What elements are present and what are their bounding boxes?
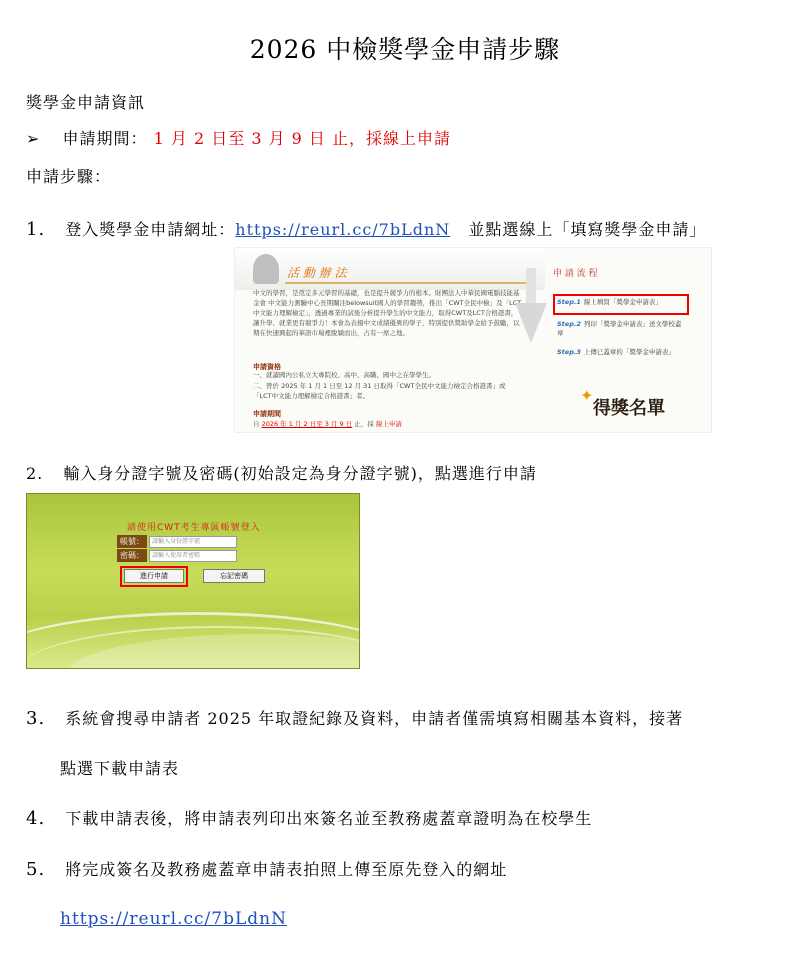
step-text: 系統會搜尋申請者 2025 年取證紀錄及資料，申請者僅需填寫相關基本資料，接著 bbox=[65, 709, 684, 728]
step-text: 輸入身分證字號及密碼(初始設定為身分證字號)，點選進行申請 bbox=[63, 464, 537, 483]
account-input[interactable]: 請輸入身份證字號 bbox=[149, 536, 237, 548]
step-text: 將完成簽名及教務處蓋章申請表拍照上傳至原先登入的網址 bbox=[65, 860, 508, 879]
section-title: 活 動 辦 法 bbox=[287, 266, 347, 280]
qualification-1: 一、就讀國內公私立大專院校、高中、高職、國中之在學學生。 bbox=[253, 371, 435, 379]
qualification-2: 二、曾於 2025 年 1 月 1 日至 12 月 31 日取得「CWT全民中文能力檢定合格證書」或「LCT中文能力理解檢定合格證書」者。 bbox=[253, 382, 506, 400]
info-heading: 獎學金申請資訊 bbox=[26, 93, 146, 112]
title-underline bbox=[285, 282, 535, 284]
period-mid: 止，採 bbox=[354, 420, 374, 428]
step-5 bbox=[26, 857, 507, 880]
step-tag: Step.1 bbox=[557, 298, 581, 306]
arrow-shaft bbox=[526, 268, 536, 308]
period-dates: 2026 年 1 月 2 日至 3 月 9 日 bbox=[261, 420, 353, 428]
step-number: 2. bbox=[26, 464, 44, 483]
step-tag: Step.3 bbox=[557, 348, 581, 356]
submit-button[interactable]: 進行申請 bbox=[124, 569, 184, 583]
step-1 bbox=[26, 217, 706, 240]
award-list-title: 得獎名單 bbox=[593, 398, 665, 419]
process-step-3 bbox=[557, 348, 687, 357]
forgot-password-button[interactable]: 忘記密碼 bbox=[203, 569, 265, 583]
account-label: 帳號： bbox=[117, 535, 147, 548]
period-label-small: 申請期間 bbox=[253, 410, 281, 418]
application-period bbox=[26, 126, 451, 149]
upload-link[interactable]: https://reurl.cc/7bLdnN bbox=[60, 909, 287, 929]
login-screenshot bbox=[26, 493, 360, 669]
intro-paragraph: 中文的學習，是奠定多元學習的基礎，也是提升競爭力的根本。財團法人中華民國電腦技能基金會 中文能力測驗中心長期關注belowsuit國人的學習趨勢，推出「CWT全民中檢」及「LCT中文能力理解檢定」，透過專業的試後分析提升學生的中文能力，取得CWT及LCT合格證書，讓升學、就業更有競爭力！本會為表揚中文成績優異的學子，特別提供獎助學金給予鼓勵，以期在快速興起的華語市場裡脫穎而出，占有一席之地。 bbox=[253, 289, 522, 337]
step-number: 1. bbox=[26, 219, 46, 240]
process-step-2 bbox=[557, 320, 687, 338]
password-label: 密碼： bbox=[117, 549, 147, 562]
password-input[interactable]: 請輸入使用者密碼 bbox=[149, 550, 237, 562]
step-number: 3. bbox=[26, 708, 46, 729]
step-text: 登入獎學金申請網址： bbox=[65, 220, 236, 239]
step-label: 列印「獎學金申請表」送文學校蓋章 bbox=[557, 320, 682, 337]
step-label: 線上填寫「獎學金申請表」 bbox=[583, 298, 662, 306]
period-prefix: 自 bbox=[253, 420, 260, 428]
person-icon bbox=[253, 254, 279, 284]
step-text: 下載申請表後，將申請表列印出來簽名並至教務處蓋章證明為在校學生 bbox=[65, 809, 593, 828]
page-title: 2026 中檢獎學金申請步驟 bbox=[249, 35, 561, 64]
step-4 bbox=[26, 806, 592, 829]
period-line bbox=[253, 419, 523, 429]
star-icon: ✦ bbox=[580, 386, 594, 405]
step-text-after: 並點選線上「填寫獎學金申請」 bbox=[468, 220, 707, 239]
step-tag: Step.2 bbox=[557, 320, 581, 328]
period-label: 申請期間： bbox=[62, 129, 148, 148]
process-title: 申 請 流 程 bbox=[553, 269, 598, 279]
qualification-label: 申請資格 bbox=[253, 363, 281, 371]
step-label: 上傳已蓋章的「獎學金申請表」 bbox=[583, 348, 675, 356]
step-number: 5. bbox=[26, 859, 46, 880]
period-online: 線上申請 bbox=[375, 420, 402, 428]
login-title: 請使用CWT考生專區帳號登入 bbox=[127, 523, 261, 533]
period-value: 1 月 2 日至 3 月 9 日 止，採線上申請 bbox=[153, 129, 452, 148]
step-3 bbox=[26, 706, 683, 729]
steps-heading: 申請步驟： bbox=[26, 167, 112, 186]
process-step-1 bbox=[557, 298, 687, 307]
application-link[interactable]: https://reurl.cc/7bLdnN bbox=[235, 220, 451, 239]
step-3-continued: 點選下載申請表 bbox=[60, 759, 180, 778]
event-rules-screenshot bbox=[234, 247, 712, 433]
step-number: 4. bbox=[26, 808, 46, 829]
down-arrow-icon bbox=[515, 303, 547, 343]
bullet-icon: ➢ bbox=[26, 129, 41, 148]
step-2 bbox=[26, 461, 537, 484]
